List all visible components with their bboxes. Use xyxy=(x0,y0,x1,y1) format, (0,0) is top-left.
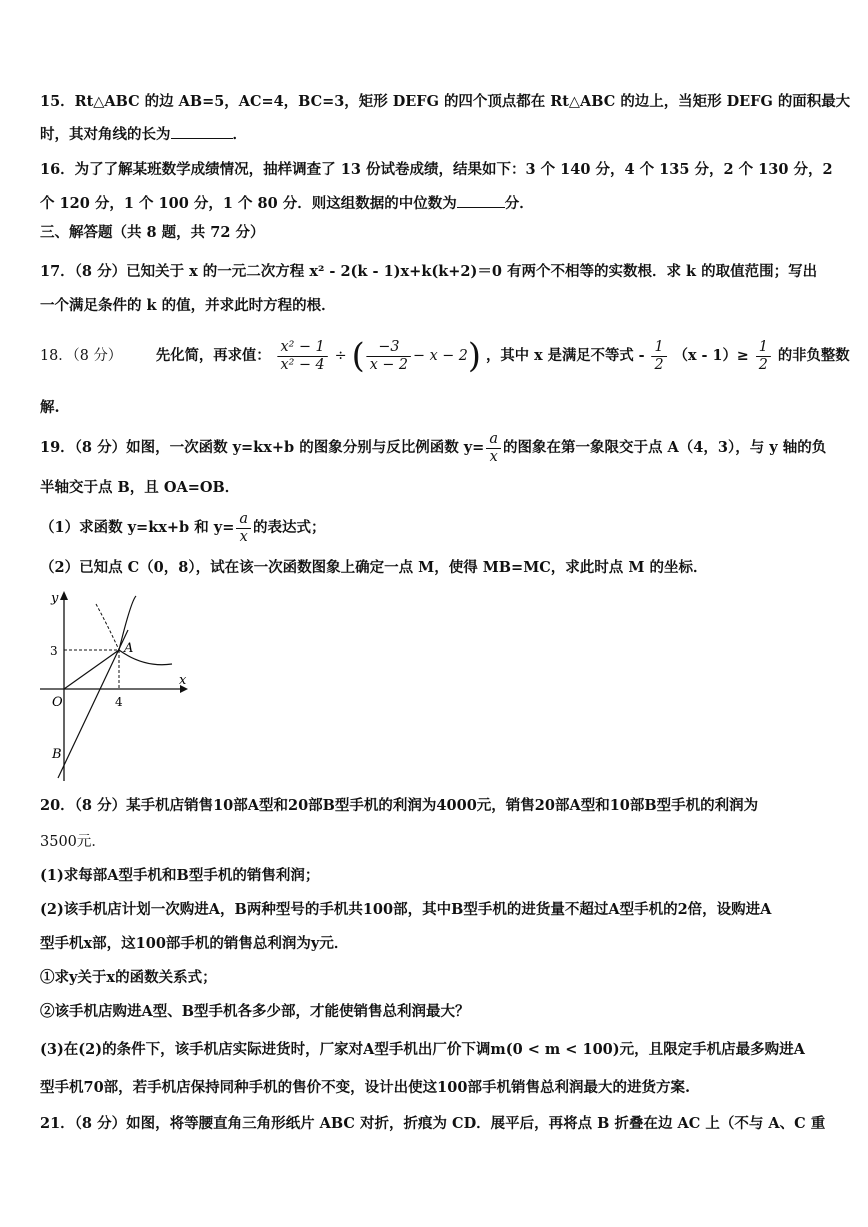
origin-label: O xyxy=(52,695,63,710)
q19-part2: （2）已知点 C（0，8），试在该一次函数图象上确定一点 M，使得 MB=MC，求此时点 M 的坐标． xyxy=(40,559,708,576)
q18-condition: ，其中 x 是满足不等式 - xyxy=(486,347,645,364)
q18-fraction1: $\frac{\text{x² − 1}}{\text{x² − 4}}$ xyxy=(278,339,328,374)
q20-part1: (1)求每部A型手机和B型手机的销售利润； xyxy=(40,867,320,884)
q18-line1: 18．（8 分） 先化简，再求值： $\frac{\text{x² − 1}}{\text{x² − 4}}$ ÷ ( $\frac{-3}{x - 2}$ − x − 2) ，其中 x 是满足不等式 - $\frac{1}{2}$ （x - 1）≥ $\frac{1}{2}$ 的非负整数 xyxy=(40,336,850,376)
point-A-label: A xyxy=(124,641,134,656)
q15-text: 时，其对角线的长为 xyxy=(40,126,171,143)
answer-blank xyxy=(457,193,505,208)
q19-line1 xyxy=(40,428,826,468)
q21-line1: 21．（8 分）如图，将等腰直角三角形纸片 ABC 对折，折痕为 CD．展平后，再将点 B 折叠在边 AC 上（不与 A、C 重 xyxy=(40,1115,826,1132)
q20-part2-line1: (2)该手机店计划一次购进A，B两种型号的手机共100部，其中B型手机的进货量不超过A型手机的2倍，设购进A xyxy=(40,901,772,918)
tick-4: 4 xyxy=(115,695,123,709)
q18-prefix: 18．（8 分） xyxy=(40,348,123,364)
answer-blank xyxy=(171,124,233,139)
q19-line2: 半轴交于点 B，且 OA=OB． xyxy=(40,479,240,496)
q20-part2-line2: 型手机x部，这100部手机的销售总利润为y元． xyxy=(40,935,349,952)
q19-text: 19．（8 分）如图，一次函数 y=kx+b 的图象分别与反比例函数 y= xyxy=(40,439,485,456)
q19-part1 xyxy=(40,508,326,548)
q18-divide: ÷ xyxy=(334,348,347,364)
hyperbola-dashed xyxy=(96,604,119,650)
q17-line1: 17．（8 分）已知关于 x 的一元二次方程 x² - 2(k - 1)x+k(k+2)＝0 有两个不相等的实数根．求 k 的取值范围；写出 xyxy=(40,263,818,280)
q18-tail: − x − 2 xyxy=(413,348,468,364)
q19-part1-fraction: $\frac{a}{x}$ xyxy=(236,511,251,546)
q15-line2 xyxy=(40,124,247,145)
q19-part1-text: （1）求函数 y=kx+b 和 y= xyxy=(40,519,235,536)
q16-line2 xyxy=(40,193,534,214)
q20-part3-line1: (3)在(2)的条件下，该手机店实际进货时，厂家对A型手机出厂价下调m(0 < m < 100)元，且限定手机店最多购进A xyxy=(40,1041,805,1058)
q20-line1: 20．（8 分）某手机店销售10部A型和20部B型手机的利润为4000元，销售20部A型和10部B型手机的利润为 xyxy=(40,797,759,814)
y-label: y xyxy=(51,591,59,606)
x-label: x xyxy=(179,673,187,688)
q20-subq2: ②该手机店购进A型、B型手机各多少部，才能使销售总利润最大？ xyxy=(40,1003,470,1020)
q18-half2: $\frac{1}{2}$ xyxy=(756,339,771,374)
q16-line1: 16．为了了解某班数学成绩情况，抽样调查了 13 份试卷成绩，结果如下：3 个 140 分，4 个 135 分，2 个 130 分，2 xyxy=(40,161,833,178)
q15-line1: 15．Rt△ABC 的边 AB=5，AC=4，BC=3，矩形 DEFG 的四个顶点都在 Rt△ABC 的边上，当矩形 DEFG 的面积最大 xyxy=(40,93,851,110)
q18-lead: 先化简，再求值： xyxy=(155,347,271,364)
q19-text-end: 的图象在第一象限交于点 A（4，3），与 y 轴的负 xyxy=(503,439,827,456)
y-axis-arrow xyxy=(60,591,68,600)
q19-fraction: $\frac{a}{x}$ xyxy=(486,431,501,466)
q18-inequality: （x - 1）≥ xyxy=(673,347,749,364)
q17-line2: 一个满足条件的 k 的值，并求此时方程的根． xyxy=(40,297,336,314)
q16-end: 分． xyxy=(504,195,534,212)
q19-part1-end: 的表达式； xyxy=(253,519,326,536)
q20-part3-line2: 型手机70部，若手机店保持同种手机的售价不变，设计出使这100部手机销售总利润最大的进货方案. xyxy=(40,1079,690,1096)
section-heading: 三、解答题（共 8 题，共 72 分） xyxy=(40,224,265,241)
q20-line2: 3500元． xyxy=(40,834,106,850)
q18-end: 的非负整数 xyxy=(777,347,850,364)
q16-text: 个 120 分，1 个 100 分，1 个 80 分．则这组数据的中位数为 xyxy=(40,195,457,212)
q18-line2: 解. xyxy=(40,399,60,416)
point-B-label: B xyxy=(52,747,62,762)
segment-OA xyxy=(64,650,119,689)
q18-half1: $\frac{1}{2}$ xyxy=(652,339,667,374)
function-graph xyxy=(36,586,196,786)
tick-3: 3 xyxy=(50,644,58,658)
q15-end: ． xyxy=(232,126,247,143)
q18-fraction2: $\frac{-3}{x - 2}$ xyxy=(367,339,411,374)
q20-subq1: ①求y关于x的函数关系式； xyxy=(40,969,217,986)
